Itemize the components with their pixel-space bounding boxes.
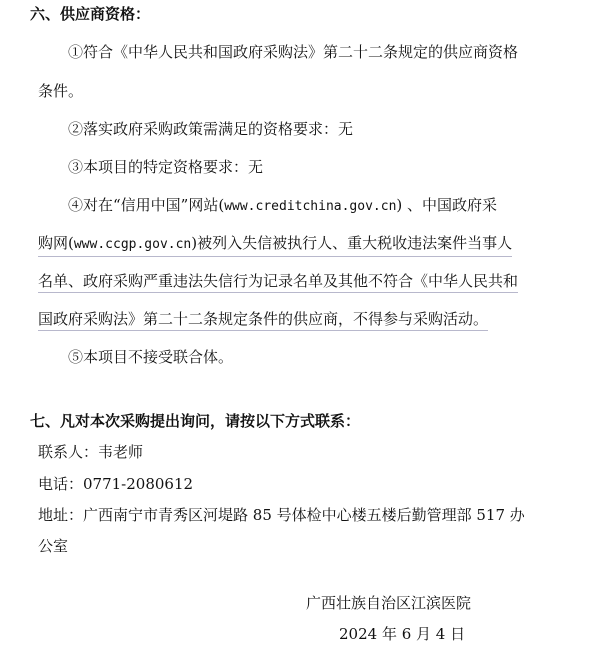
qualification-item-2: ②落实政府采购政策需满足的资格要求：无 — [68, 120, 354, 138]
contact-phone: 电话：0771-2080612 — [38, 475, 194, 493]
qualification-item-4-line2 — [38, 233, 512, 257]
item-4-text-d: )被列入失信被执行人、重大税收违法案件当事人 — [191, 234, 513, 252]
qualification-item-3: ③本项目的特定资格要求：无 — [68, 158, 264, 176]
item-4-text-b: ) 、中国政府采 — [396, 196, 498, 214]
item-4-text-a: ④对在“信用中国”网站( — [68, 196, 225, 214]
qualification-item-5: ⑤本项目不接受联合体。 — [68, 348, 234, 366]
document-date: 2024 年 6 月 4 日 — [339, 625, 466, 643]
contact-address-line2: 公室 — [38, 537, 69, 555]
section6-heading: 六、供应商资格： — [30, 5, 151, 23]
qualification-item-4-line4: 国政府采购法》第二十二条规定条件的供应商，不得参与采购活动。 — [38, 309, 488, 331]
qualification-item-4-line1 — [68, 195, 497, 217]
contact-person: 联系人：韦老师 — [38, 443, 144, 461]
qualification-item-1-line1: ①符合《中华人民共和国政府采购法》第二十二条规定的供应商资格 — [68, 43, 519, 61]
organization-name: 广西壮族自治区江滨医院 — [306, 594, 472, 612]
item-4-text-c: 购网( — [38, 234, 74, 252]
contact-address-line1: 地址：广西南宁市青秀区河堤路 85 号体检中心楼五楼后勤管理部 517 办 — [38, 506, 525, 524]
creditchina-url: www.creditchina.gov.cn — [224, 199, 397, 214]
qualification-item-4-line3: 名单、政府采购严重违法失信行为记录名单及其他不符合《中华人民共和 — [38, 271, 518, 293]
ccgp-url: www.ccgp.gov.cn — [73, 237, 192, 252]
section7-heading: 七、凡对本次采购提出询问，请按以下方式联系： — [30, 412, 361, 430]
qualification-item-1-line2: 条件。 — [38, 82, 84, 100]
